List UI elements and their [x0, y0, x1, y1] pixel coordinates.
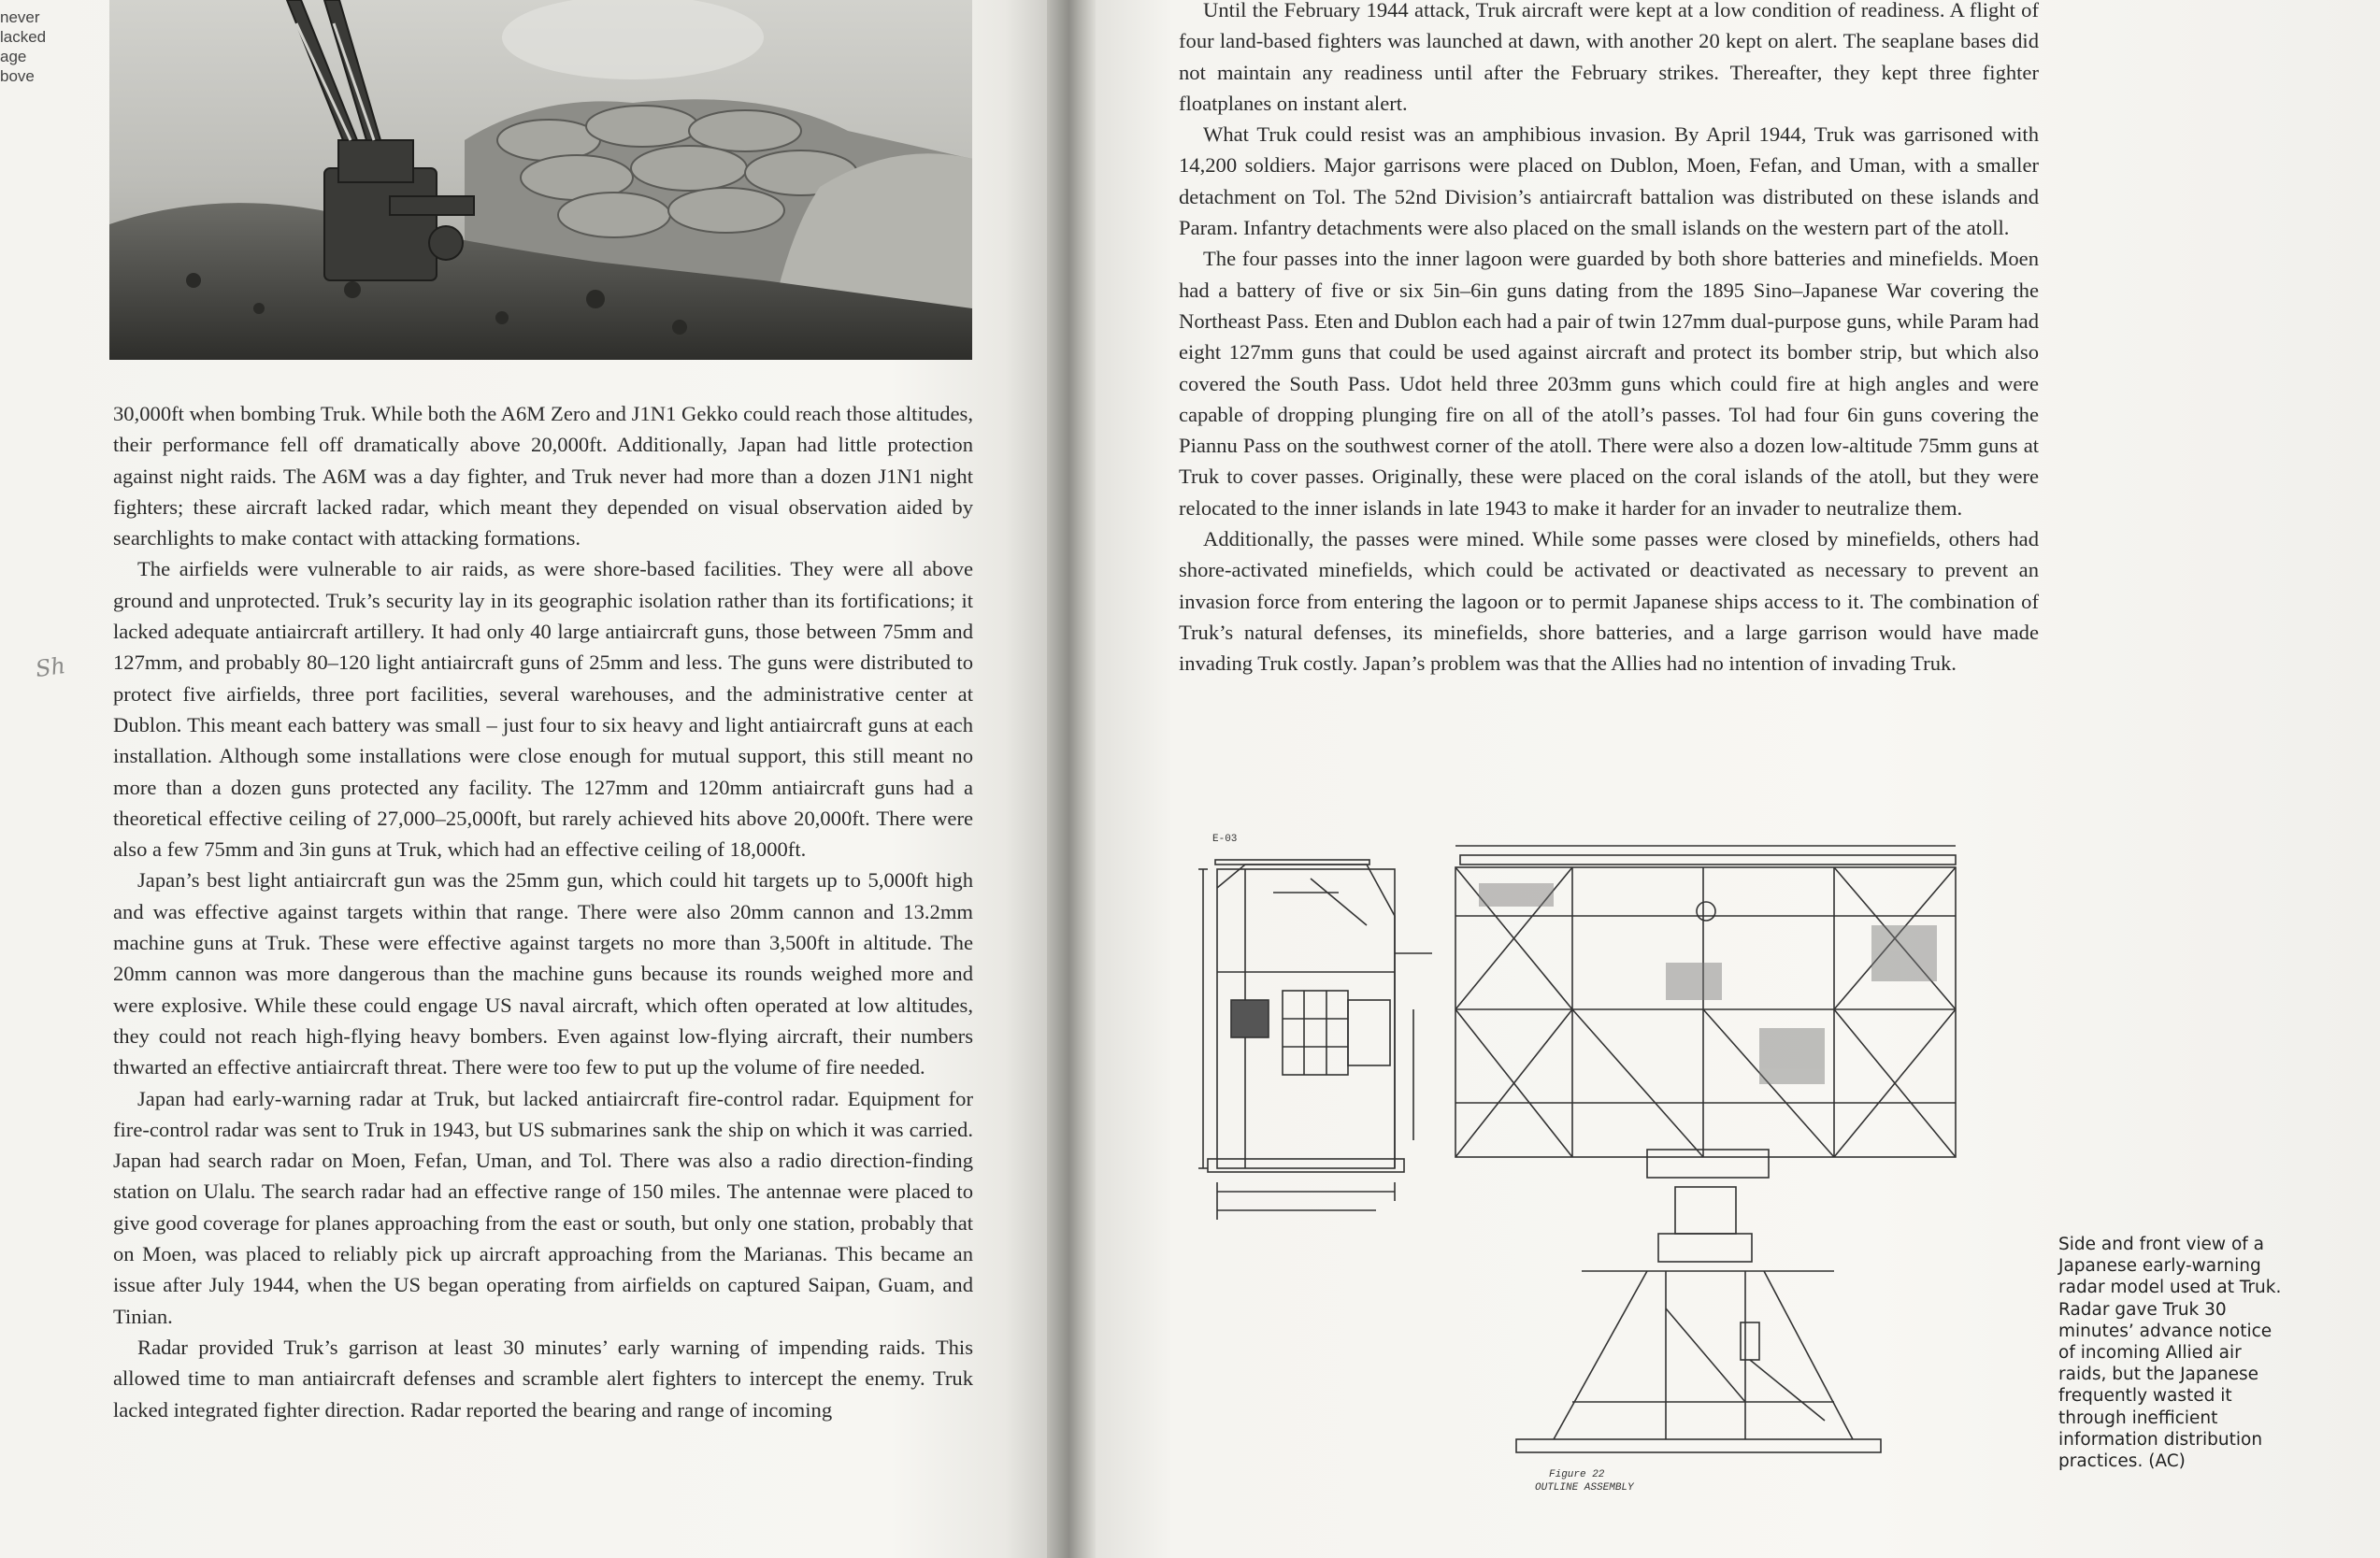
right-page-body	[1179, 0, 2039, 679]
edge-word: lacked	[0, 28, 47, 46]
paragraph: Until the February 1944 attack, Truk aircraft were kept at a low condition of readiness. A flight of four land-based fighters was launched at dawn, with another 20 kept on alert. The seaplane bases did not maintain any readiness until after the February strikes. Thereafter, they kept three fighter floatplanes on instant alert.	[1179, 0, 2039, 115]
photo-illustration	[109, 0, 972, 360]
paragraph: The airfields were vulnerable to air raids, as were shore-based facilities. They were all above ground and unprotected. Truk’s security lay in its geographic isolation rather than its fortifications; it lacked adequate antiaircraft artillery. It had only 40 large antiaircraft guns, those between 75mm and 127mm, and probably 80–120 light antiaircraft guns of 25mm and less. The guns were distributed to protect five airfields, three port facilities, several warehouses, and the administrative center at Dublon. This meant each battery was small – just four to six heavy and light antiaircraft guns at each installation. Although some installations were close enough for mutual support, this still meant no more than a dozen guns protected any facility. The 127mm and 120mm antiaircraft guns had a theoretical effective ceiling of 27,000–25,000ft, but rarely achieved hits above 20,000ft. There were also a few 75mm and 3in guns at Truk, which had an effective ceiling of 18,000ft.	[113, 557, 973, 862]
edge-word: age	[0, 48, 27, 65]
radar-blueprint	[1180, 822, 2002, 1505]
edge-word: never	[0, 8, 40, 26]
sheet-number: E-03	[1212, 834, 1238, 845]
paragraph: 30,000ft when bombing Truk. While both the A6M Zero and J1N1 Gekko could reach those altitudes, their performance fell off dramatically above 20,000ft. Additionally, Japan had little protection against night raids. The A6M was a day fighter, and Truk never had more than a dozen J1N1 night fighters; these aircraft lacked radar, which meant they depended on visual observation aided by searchlights to make contact with attacking formations.	[113, 402, 973, 550]
left-page-body	[113, 398, 973, 1425]
paragraph: Japan had early-warning radar at Truk, but lacked antiaircraft fire-control radar. Equipment for fire-control radar was sent to Truk in 1943, but US submarines sank the ship on which it was carried. Japan had search radar on Moen, Fefan, Uman, and Tol. There was also a radio direction-finding station on Ulalu. The search radar had an effective range of 150 miles. The antennae were placed to give good coverage for planes approaching from the east or south, but only one station, probably that on Moen, was placed to reliably pick up aircraft approaching from the Marianas. This became an issue after July 1944, when the US began operating from airfields on captured Saipan, Guam, and Tinian.	[113, 1086, 973, 1328]
figure-label: Figure 22	[1549, 1469, 1605, 1480]
antiaircraft-gun-photo	[109, 0, 972, 360]
paragraph: Radar provided Truk’s garrison at least 30 minutes’ early warning of impending raids. This allowed time to man antiaircraft defenses and scramble alert fighters to intercept the enemy. Truk lacked integrated fighter direction. Radar reported the bearing and range of incoming	[113, 1335, 973, 1422]
book-gutter	[1047, 0, 1096, 1558]
paragraph: Additionally, the passes were mined. While some passes were closed by minefields, others had shore-activated minefields, which could be activated or deactivated as necessary to prevent an invasion force from entering the lagoon or to permit Japanese ships access to it. The combination of Truk’s natural defenses, its minefields, shore batteries, and a large garrison would have made invading Truk costly. Japan’s problem was that the Allies had no intention of invading Truk.	[1179, 527, 2039, 676]
figure-caption: Side and front view of a Japanese early-warning radar model used at Truk. Radar gave Truk 30 minutes’ advance notice of incoming Allied air raids, but the Japanese frequently wasted it through inefficient information distribution practices. (AC)	[2058, 1235, 2282, 1472]
edge-word: bove	[0, 67, 35, 85]
figure-sublabel: OUTLINE ASSEMBLY	[1535, 1482, 1634, 1494]
previous-page-edge-fragment	[0, 7, 46, 86]
paragraph: What Truk could resist was an amphibious invasion. By April 1944, Truk was garrisoned with 14,200 soldiers. Major garrisons were placed on Dublon, Moen, Fefan, and Uman, with a smaller detachment on Tol. The 52nd Division’s antiaircraft battalion was distributed on these islands and Param. Infantry detachments were also placed on the small islands on the western part of the atoll.	[1179, 122, 2039, 240]
handwritten-margin-note: Sh	[34, 651, 67, 683]
paragraph: The four passes into the inner lagoon were guarded by both shore batteries and minefields. Moen had a battery of five or six 5in–6in guns dating from the 1895 Sino–Japanese War covering the Northeast Pass. Eten and Dublon each had a pair of twin 127mm dual-purpose guns, while Param had eight 127mm guns that could be used against aircraft and protect its bomber strip, but which also covered the South Pass. Udot held three 203mm guns which could fire at high angles and were capable of dropping plunging fire on all of the atoll’s passes. Tol had four 6in guns covering the Piannu Pass on the southwest corner of the atoll. There were also a dozen low-altitude 75mm guns at Truk to cover passes. Originally, these were placed on the coral islands of the atoll, but they were relocated to the inner islands in late 1943 to make it harder for an invader to neutralize them.	[1179, 247, 2039, 520]
left-page	[0, 0, 1047, 1558]
radar-technical-drawing	[1180, 822, 2002, 1505]
paragraph: Japan’s best light antiaircraft gun was the 25mm gun, which could hit targets up to 5,000ft high and was effective against targets within that range. There were also 20mm cannon and 13.2mm machine guns at Truk. These were effective against targets no more than 3,500ft in altitude. The 20mm cannon was more dangerous than the machine guns because its rounds weighed more and were explosive. While these could engage US naval aircraft, which often operated at low altitudes, they could not reach high-flying heavy bombers. Even against low-flying aircraft, their numbers thwarted an effective antiaircraft threat. There were too few to put up the volume of fire needed.	[113, 868, 973, 1079]
